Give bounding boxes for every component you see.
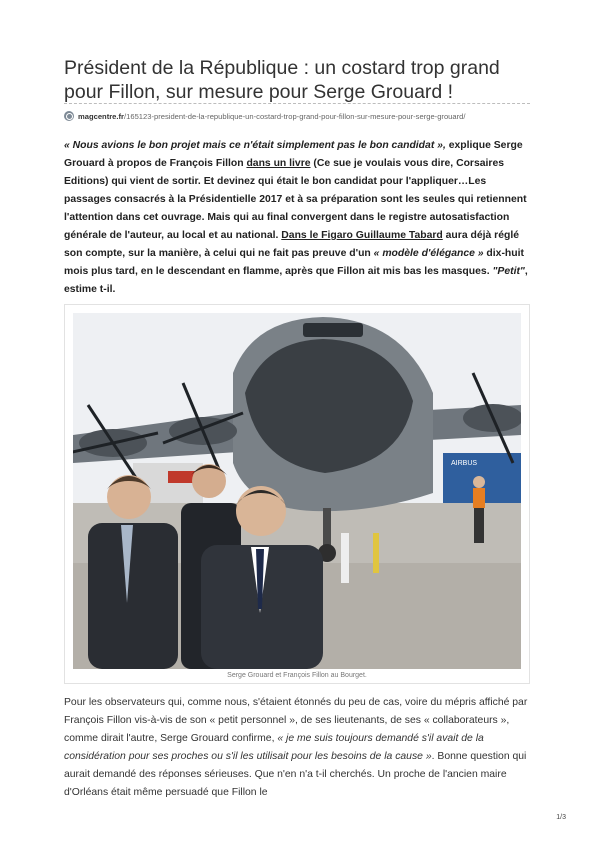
lead-emphasis-2: "Petit"	[492, 266, 525, 277]
body-paragraph	[64, 694, 530, 802]
book-link[interactable]: dans un livre	[246, 158, 311, 169]
lead-text-4: dix-huit mois plus tard, en le descendant en flamme, après que Fillon ait mis bas les masques.	[64, 248, 524, 277]
lead-text-3: aura déjà réglé son compte, sur la manière, à celui qui ne fait pas preuve d'un	[64, 230, 520, 259]
lead-text-1: explique Serge Grouard à propos de François Fillon	[64, 140, 523, 169]
body-text-2: . Bonne question qui aurait demandé des réponses sérieuses. Que n'en n'a t-il cherchés. Un proche de l'ancien maire d'Orléans était même persuadé que Fillon le	[64, 751, 527, 798]
article-title: Président de la République : un costard trop grand pour Fillon, sur mesure pour Serge Grouard !	[64, 57, 500, 103]
lead-text-2: (Ce sue je voulais vous dire, Corsaires Editions) qui vient de sortir. Et devinez qui était le bon candidat pour l'appliquer…Les passages consacrés à la Présidentielle 2017 et à sa préparation sont les seules qui retiennent l'attention dans cet ouvrage. Mais qui au final convergent dans le registre autosatisfaction générale de l'auteur, au local et au national.	[64, 158, 527, 241]
page-number: 1/3	[556, 814, 566, 821]
title-divider	[64, 103, 530, 104]
airbus-sign: AIRBUS	[451, 460, 478, 467]
source-path[interactable]: /165123-president-de-la-republique-un-costard-trop-grand-pour-fillon-sur-mesure-pour-serge-grouard/	[124, 111, 466, 121]
photo-bourget	[73, 313, 521, 669]
figaro-link[interactable]: Dans le Figaro Guillaume Tabard	[281, 230, 443, 241]
source-url[interactable]	[64, 110, 465, 122]
source-domain[interactable]: magcentre.fr	[78, 111, 125, 121]
globe-icon	[64, 111, 74, 121]
lead-emphasis-1: « modèle d'élégance »	[373, 248, 484, 259]
body-text-1: Pour les observateurs qui, comme nous, s'étaient étonnés du peu de cas, voire du mépris affiché par François Fillon vis-à-vis de son « petit personnel », de ses lieutenants, de ses « collaborateurs », comme dirait l'autre, Serge Grouard confirme,	[64, 697, 528, 744]
lead-quote: « Nous avions le bon projet mais ce n'était simplement pas le bon candidat »,	[64, 140, 446, 151]
figure-caption: Serge Grouard et François Fillon au Bourget.	[227, 672, 367, 679]
article-figure	[64, 304, 530, 684]
body-quote: « je me suis toujours demandé s'il avait de la considération pour ses proches ou s'il les utilisait pour les besoins de la cause »	[64, 733, 484, 762]
lead-text-5: , estime t-il.	[64, 266, 528, 295]
photo-illustration	[73, 313, 521, 669]
lead-paragraph	[64, 137, 530, 299]
